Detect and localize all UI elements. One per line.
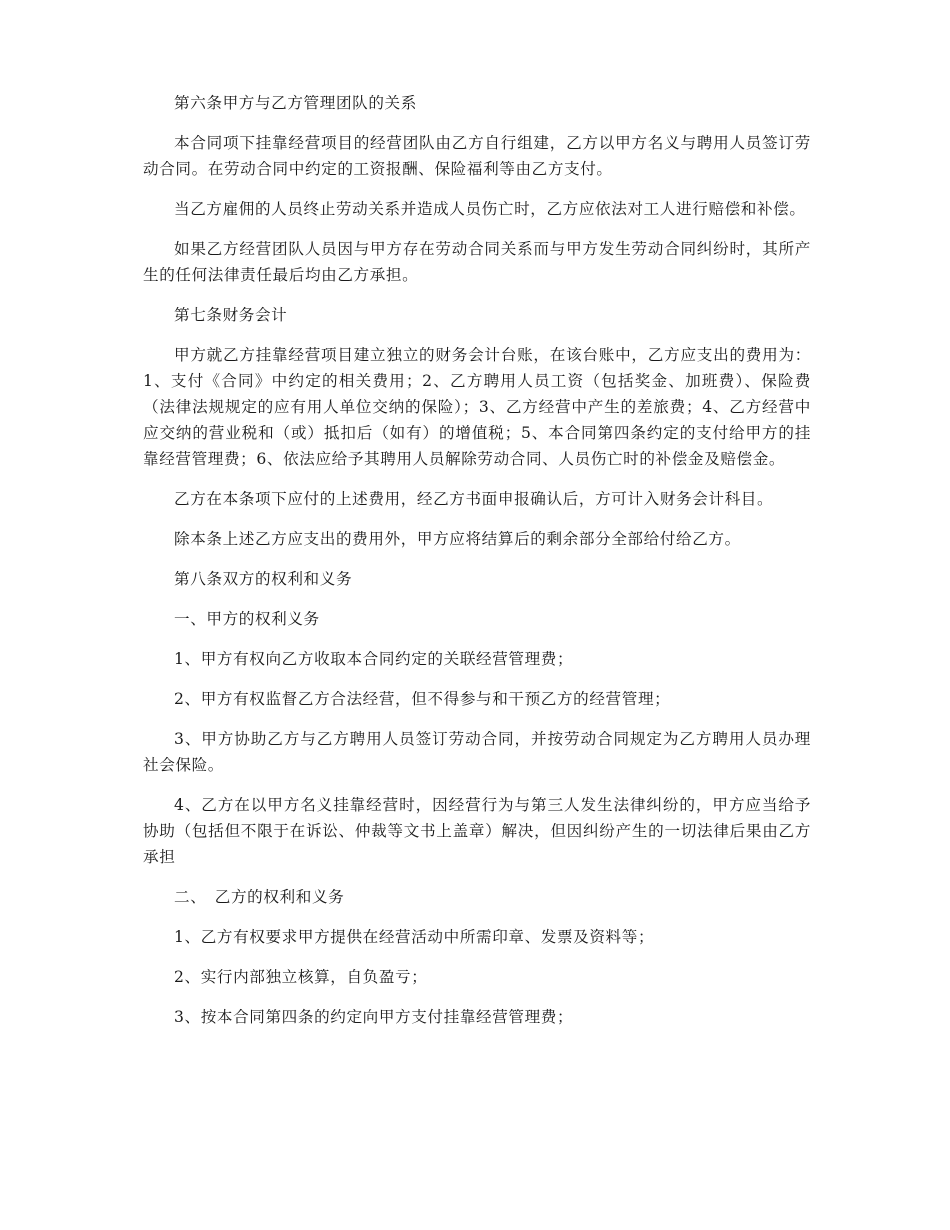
article-6-paragraph-3: 如果乙方经营团队人员因与甲方存在劳动合同关系而与甲方发生劳动合同纠纷时，其所产生的任何法律责任最后均由乙方承担。 — [143, 240, 811, 284]
article-6-paragraph-2: 当乙方雇佣的人员终止劳动关系并造成人员伤亡时，乙方应依法对工人进行赔偿和补偿。 — [174, 200, 806, 218]
article-8-heading: 第八条双方的权利和义务 — [174, 570, 353, 588]
article-7-paragraph-2: 乙方在本条项下应付的上述费用，经乙方书面申报确认后，方可计入财务会计科目。 — [174, 490, 774, 508]
article-7-paragraph-3: 除本条上述乙方应支出的费用外，甲方应将结算后的剩余部分全部给付给乙方。 — [174, 530, 741, 548]
party-a-item-1: 1、甲方有权向乙方收取本合同约定的关联经营管理费； — [174, 650, 574, 668]
party-a-item-2: 2、甲方有权监督乙方合法经营，但不得参与和干预乙方的经营管理； — [174, 690, 671, 708]
article-6-heading: 第六条甲方与乙方管理团队的关系 — [174, 94, 417, 112]
party-b-item-2: 2、实行内部独立核算，自负盈亏； — [174, 968, 428, 986]
article-6-paragraph-1: 本合同项下挂靠经营项目的经营团队由乙方自行组建，乙方以甲方名义与聘用人员签订劳动合同。在劳动合同中约定的工资报酬、保险福利等由乙方支付。 — [143, 134, 811, 178]
party-a-item-3: 3、甲方协助乙方与乙方聘用人员签订劳动合同，并按劳动合同规定为乙方聘用人员办理社会保险。 — [143, 730, 811, 774]
party-a-item-4: 4、乙方在以甲方名义挂靠经营时，因经营行为与第三人发生法律纠纷的，甲方应当给予协助（包括但不限于在诉讼、仲裁等文书上盖章）解决，但因纠纷产生的一切法律后果由乙方承担 — [143, 796, 811, 866]
document-page — [143, 90, 811, 1044]
party-a-rights-heading: 一、甲方的权利义务 — [174, 610, 320, 628]
party-b-item-3: 3、按本合同第四条的约定向甲方支付挂靠经营管理费； — [174, 1008, 574, 1026]
party-b-item-1: 1、乙方有权要求甲方提供在经营活动中所需印章、发票及资料等； — [174, 928, 655, 946]
article-7-heading: 第七条财务会计 — [174, 306, 288, 324]
article-7-paragraph-1: 甲方就乙方挂靠经营项目建立独立的财务会计台账，在该台账中，乙方应支出的费用为：1、支付《合同》中约定的相关费用；2、乙方聘用人员工资（包括奖金、加班费）、保险费（法律法规规定的应有用人单位交纳的保险）；3、乙方经营中产生的差旅费；4、乙方经营中应交纳的营业税和（或）抵扣后（如有）的增值税；5、本合同第四条约定的支付给甲方的挂靠经营管理费；6、依法应给予其聘用人员解除劳动合同、人员伤亡时的补偿金及赔偿金。 — [143, 346, 811, 468]
party-b-rights-heading: 二、 乙方的权利和义务 — [174, 888, 345, 906]
